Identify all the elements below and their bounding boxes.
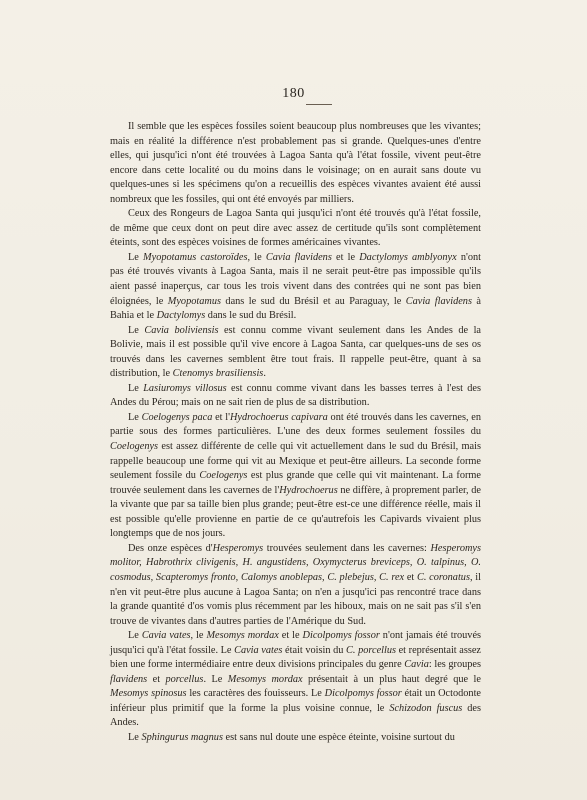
text-run: et xyxy=(147,673,166,685)
italic-taxon: Myopotamus xyxy=(167,295,221,307)
text-run: . Le xyxy=(203,673,228,685)
text-run: est plus grande que celle qui vit maintenant. La forme trouvée seulement dans les cavernes de l' xyxy=(110,470,481,496)
text-run: Le xyxy=(128,630,142,642)
italic-taxon: Cavia vates xyxy=(234,644,283,656)
text-run: et xyxy=(404,571,417,583)
paragraph-9 xyxy=(110,731,481,746)
text-run: dans le sud du Brésil et au Paraguay, le xyxy=(220,295,406,307)
italic-taxon: Schizodon fuscus xyxy=(389,702,463,714)
italic-taxon: Mesomys mordax xyxy=(227,673,303,685)
italic-taxon: Mesomys spinosus xyxy=(110,688,187,700)
paragraph-1 xyxy=(110,120,481,207)
text-run: était voisin du xyxy=(282,644,347,656)
italic-taxon: C. coronatus xyxy=(416,571,470,583)
italic-taxon: porcellus xyxy=(165,673,204,685)
italic-taxon: Dicolpomys fossor xyxy=(302,630,380,642)
text-run: . xyxy=(263,368,266,380)
italic-taxon: Myopotamus castoroïdes xyxy=(143,251,248,263)
header-rule xyxy=(306,104,332,105)
text-run: et représentait assez bien une forme intermédiaire entre deux divisions principales du genre xyxy=(110,644,481,671)
italic-taxon: flavidens xyxy=(110,673,148,685)
paragraph-6 xyxy=(110,411,481,542)
text-run: à Bahia et le xyxy=(110,295,481,322)
italic-taxon: Hydrochoerus xyxy=(279,484,338,496)
italic-taxon: Sphingurus magnus xyxy=(141,731,223,743)
text-run: : les groupes xyxy=(428,659,481,671)
italic-taxon: Dicolpomys fossor xyxy=(324,688,402,700)
italic-taxon: Cavia flavidens xyxy=(265,251,332,263)
italic-taxon: Dactylomys amblyonyx xyxy=(359,251,457,263)
text-run: Le xyxy=(128,324,145,336)
paragraph-5 xyxy=(110,382,481,411)
text-run: Il semble que les espèces fossiles soient beaucoup plus nombreuses que les vivantes; mais en réalité la différence n'est probablement pas si grande. Quelques-unes d'entre elles, qui jusqu'ici n'ont été trouvées à Lagoa Santa qu'à l'état fossile, vivent peut-être encore dans cette localité ou du moins dans le voisinage; on en aurait sans doute vu quelques-unes si les spécimens qu'on a recueillis des espèces vivantes avaient été aussi nombreux que les fossiles, qui ont été envoyés par milliers. xyxy=(110,121,481,205)
italic-taxon: Cavia boliviensis xyxy=(144,324,219,336)
text-run: Des onze espèces d' xyxy=(128,542,213,554)
text-run: les caractères des fouisseurs. Le xyxy=(186,688,325,700)
text-run: Le xyxy=(128,411,142,423)
text-run: est sans nul doute une espèce éteinte, voisine surtout du xyxy=(222,731,455,743)
text-run: est connu comme vivant dans les basses terres à l'est des Andes du Pérou; mais on ne sait rien de plus de sa distribution. xyxy=(110,382,481,409)
italic-taxon: Coelogenys xyxy=(110,441,159,453)
text-run: présentait à un plus haut degré que le xyxy=(302,673,481,685)
italic-taxon: C. porcellus xyxy=(346,644,397,656)
text-run: est connu comme vivant seulement dans les Andes de la Bolivie, mais il est possible qu'il vive encore à Lagoa Santa, car quelques-uns de ses os trouvés dans les cavernes semblent être tout frais. Il rappelle peut-être, quant à sa distribution, le xyxy=(110,324,482,380)
paragraph-4 xyxy=(110,324,481,382)
paragraph-8 xyxy=(110,629,481,731)
italic-taxon: Coelogenys paca xyxy=(141,411,213,423)
text-run: , le xyxy=(190,630,207,642)
paragraph-3 xyxy=(110,251,481,324)
text-run: Ceux des Rongeurs de Lagoa Santa qui jusqu'ici n'ont été trouvés qu'à l'état fossile, de même que ceux dont on peut dire avec assez de certitude qu'ils sont complètement éteints, sont des espèces voisines de formes américaines vivantes. xyxy=(110,208,481,249)
text-run: ne diffère, à proprement parler, de la vivante que par sa taille bien plus grande; peut-être est-ce une différence réelle, mais il est possible qu'elle provienne en partie de ce qu'autrefois les Capivards vivaient plus longtemps que de nos jours. xyxy=(110,484,481,540)
italic-taxon: Coelogenys xyxy=(199,470,248,482)
text-run: , le xyxy=(247,251,266,263)
paragraph-7 xyxy=(110,542,481,629)
italic-taxon: Hesperomys molitor, Habrothrix clivigenis, H. angustidens, Oxymycterus breviceps, O. talpinus, O. cosmodus, Scapteromys fronto, Calomys anoblepas, C. plebejus, C. rex xyxy=(110,542,481,583)
text-run: est assez différente de celle qui vit actuellement dans le sud du Brésil, mais rappelle beaucoup une forme qui vit au Mexique et peut-être ailleurs. La seconde forme seulement fossile du xyxy=(110,441,481,482)
italic-taxon: Cavia xyxy=(404,659,429,671)
paragraph-2 xyxy=(110,207,481,251)
text-run: n'ont pas été trouvés vivants à Lagoa Santa, mais il ne serait peut-être pas impossible qu'ils aient passé inaperçus, car tous les trois vivent dans des contrées qui ne sont pas bien éloignées, le xyxy=(110,251,481,307)
text-run: était un Octodonte inférieur plus primitif que la forme la plus voisine connue, le xyxy=(110,688,481,714)
text-run: Le xyxy=(128,731,142,743)
text-run: et le xyxy=(278,630,303,642)
italic-taxon: Ctenomys brasiliensis xyxy=(172,368,264,380)
page-number: 180 xyxy=(282,86,305,101)
italic-taxon: Hesperomys xyxy=(212,542,264,554)
text-run: et l' xyxy=(212,411,230,423)
text-run: trouvées seulement dans les cavernes: xyxy=(263,542,431,554)
text-run: n'ont jamais été trouvés jusqu'ici qu'à l'état fossile. Le xyxy=(110,630,482,656)
italic-taxon: Hydrochoerus capivara xyxy=(229,411,328,423)
text-run: et le xyxy=(331,251,360,263)
text-run: Le xyxy=(128,251,144,263)
text-run: ont été trouvés dans les cavernes, en partie sous des formes particulières. L'une des deux formes seulement fossiles du xyxy=(110,411,481,438)
text-run: des Andes. xyxy=(110,702,481,729)
text-run: dans le sud du Brésil. xyxy=(205,310,297,322)
italic-taxon: Dactylomys xyxy=(156,310,206,322)
italic-taxon: Cavia vates xyxy=(141,630,191,642)
text-run: , il n'en vit peut-être plus aucune à Lagoa Santa; on n'en a jusqu'ici pas rencontré trace dans la grande quantité d'os vomis plus récemment par les hiboux, mais on ne sait pas s'il s'en trouve de vivantes dans d'autres parties de l'Amérique du Sud. xyxy=(110,571,481,627)
italic-taxon: Lasiuromys villosus xyxy=(143,382,227,394)
body-text xyxy=(110,120,481,746)
italic-taxon: Mesomys mordax xyxy=(206,630,279,642)
text-run: Le xyxy=(128,382,144,394)
italic-taxon: Cavia flavidens xyxy=(405,295,472,307)
